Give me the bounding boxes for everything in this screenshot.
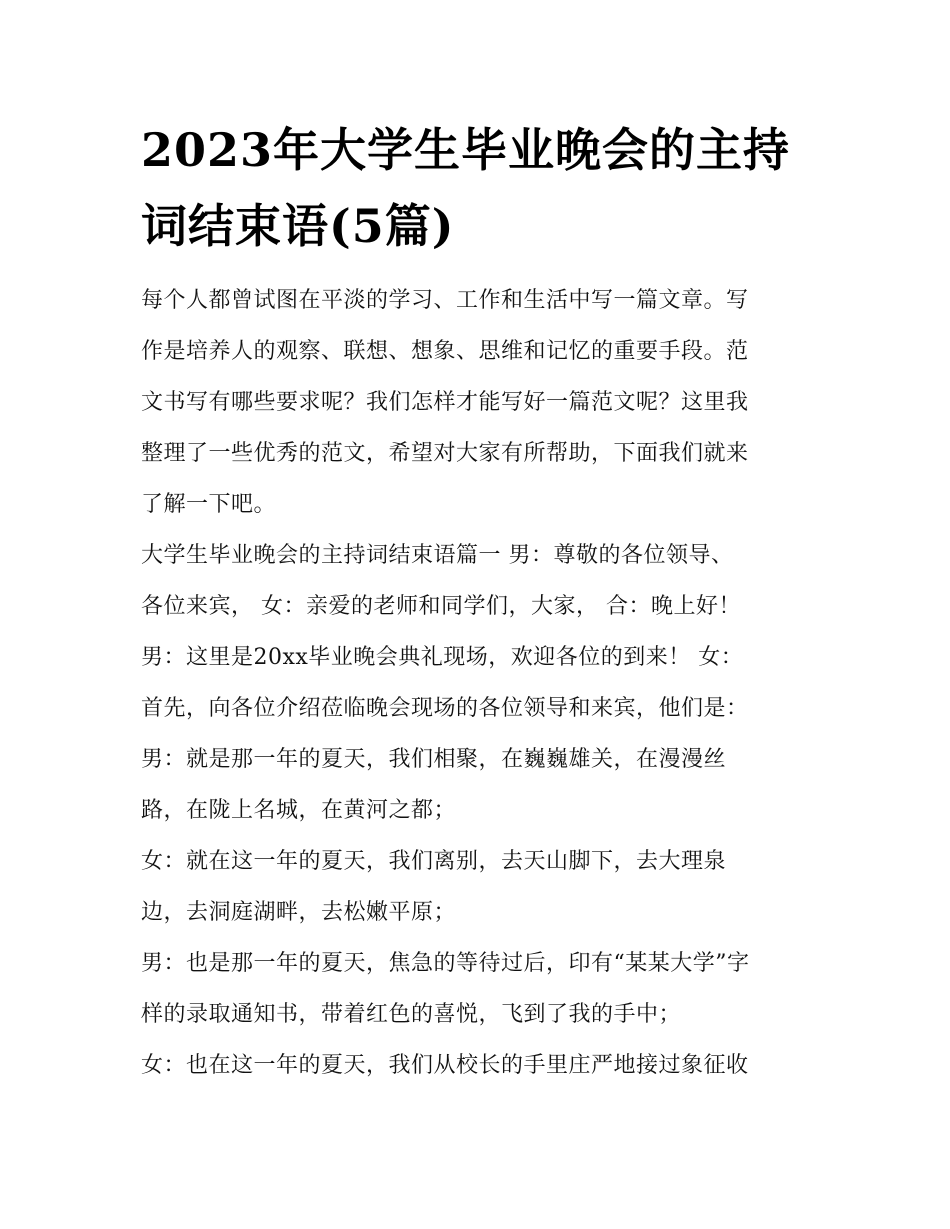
body-line: 作是培养人的观察、联想、想象、思维和记忆的重要手段。范 (141, 339, 749, 364)
body-line: 首先，向各位介绍莅临晚会现场的各位领导和来宾，他们是： (141, 696, 749, 721)
body-line: 每个人都曾试图在平淡的学习、工作和生活中写一篇文章。写 (141, 288, 749, 313)
title-line: 2023年大学生毕业晚会的主持 (141, 123, 791, 177)
body-line: 男：这里是20xx毕业晚会典礼现场，欢迎各位的到来！ 女： (141, 645, 744, 670)
body-line: 女：也在这一年的夏天，我们从校长的手里庄严地接过象征收 (141, 1053, 749, 1078)
body-line: 文书写有哪些要求呢？我们怎样才能写好一篇范文呢？这里我 (141, 390, 749, 415)
body-line: 大学生毕业晚会的主持词结束语篇一 男：尊敬的各位领导、 (141, 543, 734, 568)
body-line: 男：就是那一年的夏天，我们相聚，在巍巍雄关，在漫漫丝 (141, 747, 727, 772)
title-line: 词结束语(5篇) (141, 199, 455, 253)
body-line: 男：也是那一年的夏天，焦急的等待过后，印有“某某大学”字 (141, 951, 750, 976)
body-line: 样的录取通知书，带着红色的喜悦，飞到了我的手中； (141, 1002, 682, 1027)
document-body (141, 280, 821, 1096)
body-line: 各位来宾， 女：亲爱的老师和同学们，大家， 合：晚上好！ (141, 594, 741, 619)
body-line: 路，在陇上名城，在黄河之都； (141, 798, 457, 823)
document-title (141, 112, 821, 264)
body-line: 了解一下吧。 (141, 492, 277, 517)
body-line: 整理了一些优秀的范文，希望对大家有所帮助，下面我们就来 (141, 441, 749, 466)
body-line: 女：就在这一年的夏天，我们离别，去天山脚下，去大理泉 (141, 849, 727, 874)
body-line: 边，去洞庭湖畔，去松嫩平原； (141, 900, 457, 925)
